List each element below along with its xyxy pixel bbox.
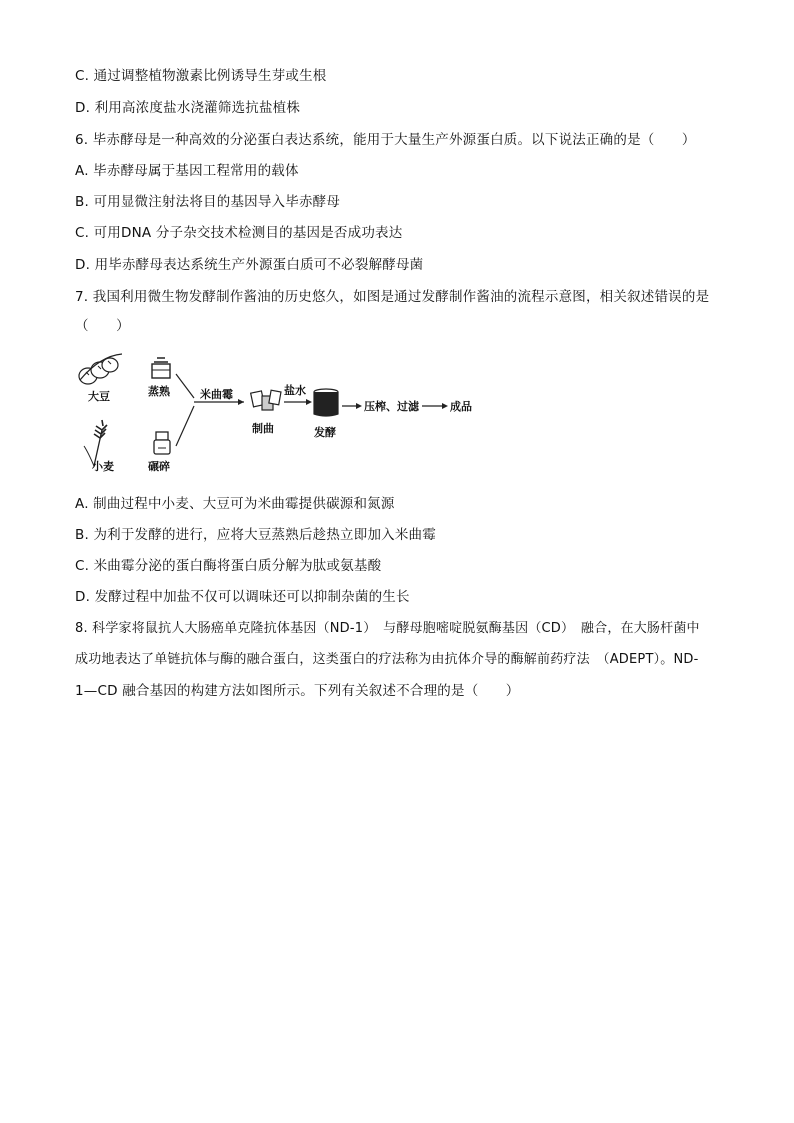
q7-stem-line2: （ ） — [75, 318, 130, 334]
fermentation-vat-icon — [314, 389, 338, 416]
soybean-icon — [79, 354, 122, 384]
arrow-head-product — [442, 403, 448, 409]
ferment-label: 发酵 — [314, 426, 336, 439]
q8-stem-line3: 1—CD 融合基因的构建方法如图所示。下列有关叙述不合理的是（ ） — [75, 683, 520, 699]
q5-option-d: D. 利用高浓度盐水浇灌筛选抗盐植株 — [75, 100, 301, 116]
steamer-icon — [152, 358, 170, 378]
q7-option-c: C. 米曲霉分泌的蛋白酶将蛋白质分解为肽或氨基酸 — [75, 558, 382, 574]
q7-stem-line1: 7. 我国利用微生物发酵制作酱油的历史悠久，如图是通过发酵制作酱油的流程示意图，相关叙述错误的是 — [75, 289, 710, 305]
soy-sauce-flow-diagram — [72, 348, 492, 478]
q7-option-b: B. 为利于发酵的进行，应将大豆蒸熟后趁热立即加入米曲霉 — [75, 527, 436, 543]
grinder-icon — [154, 432, 170, 454]
soybean-label: 大豆 — [88, 390, 110, 403]
salt-water-label: 盐水 — [284, 384, 306, 397]
q6-option-d: D. 用毕赤酵母表达系统生产外源蛋白质可不必裂解酵母菌 — [75, 257, 424, 273]
koji-label: 制曲 — [252, 422, 274, 435]
q6-option-c: C. 可用DNA 分子杂交技术检测目的基因是否成功表达 — [75, 225, 403, 241]
merge-connector — [176, 374, 244, 446]
product-label: 成品 — [450, 400, 472, 413]
q8-stem-line2: 成功地表达了单链抗体与酶的融合蛋白，这类蛋白的疗法称为由抗体介导的酶解前药疗法 （ADEPT）。ND- — [75, 652, 699, 667]
mold-label: 米曲霉 — [200, 388, 233, 401]
arrow-to-koji — [238, 399, 244, 405]
q6-option-a: A. 毕赤酵母属于基因工程常用的载体 — [75, 163, 299, 179]
crush-label: 碾碎 — [148, 460, 170, 473]
q8-stem-line1: 8. 科学家将鼠抗人大肠癌单克隆抗体基因（ND-1） 与酵母胞嘧啶脱氨酶基因（CD） 融合，在大肠杆菌中 — [75, 621, 700, 636]
arrow-head-press — [356, 403, 362, 409]
q5-option-c: C. 通过调整植物激素比例诱导生芽或生根 — [75, 68, 327, 84]
arrow-head-ferment — [306, 399, 312, 405]
wheat-label: 小麦 — [92, 460, 114, 473]
q6-option-b: B. 可用显微注射法将目的基因导入毕赤酵母 — [75, 194, 341, 210]
q7-option-a: A. 制曲过程中小麦、大豆可为米曲霉提供碳源和氮源 — [75, 496, 395, 512]
press-filter-label: 压榨、过滤 — [364, 400, 419, 413]
q7-option-d: D. 发酵过程中加盐不仅可以调味还可以抑制杂菌的生长 — [75, 589, 410, 605]
q6-stem: 6. 毕赤酵母是一种高效的分泌蛋白表达系统，能用于大量生产外源蛋白质。以下说法正确的是（ ） — [75, 132, 696, 148]
koji-icon — [251, 390, 281, 410]
steam-label: 蒸熟 — [148, 385, 170, 398]
